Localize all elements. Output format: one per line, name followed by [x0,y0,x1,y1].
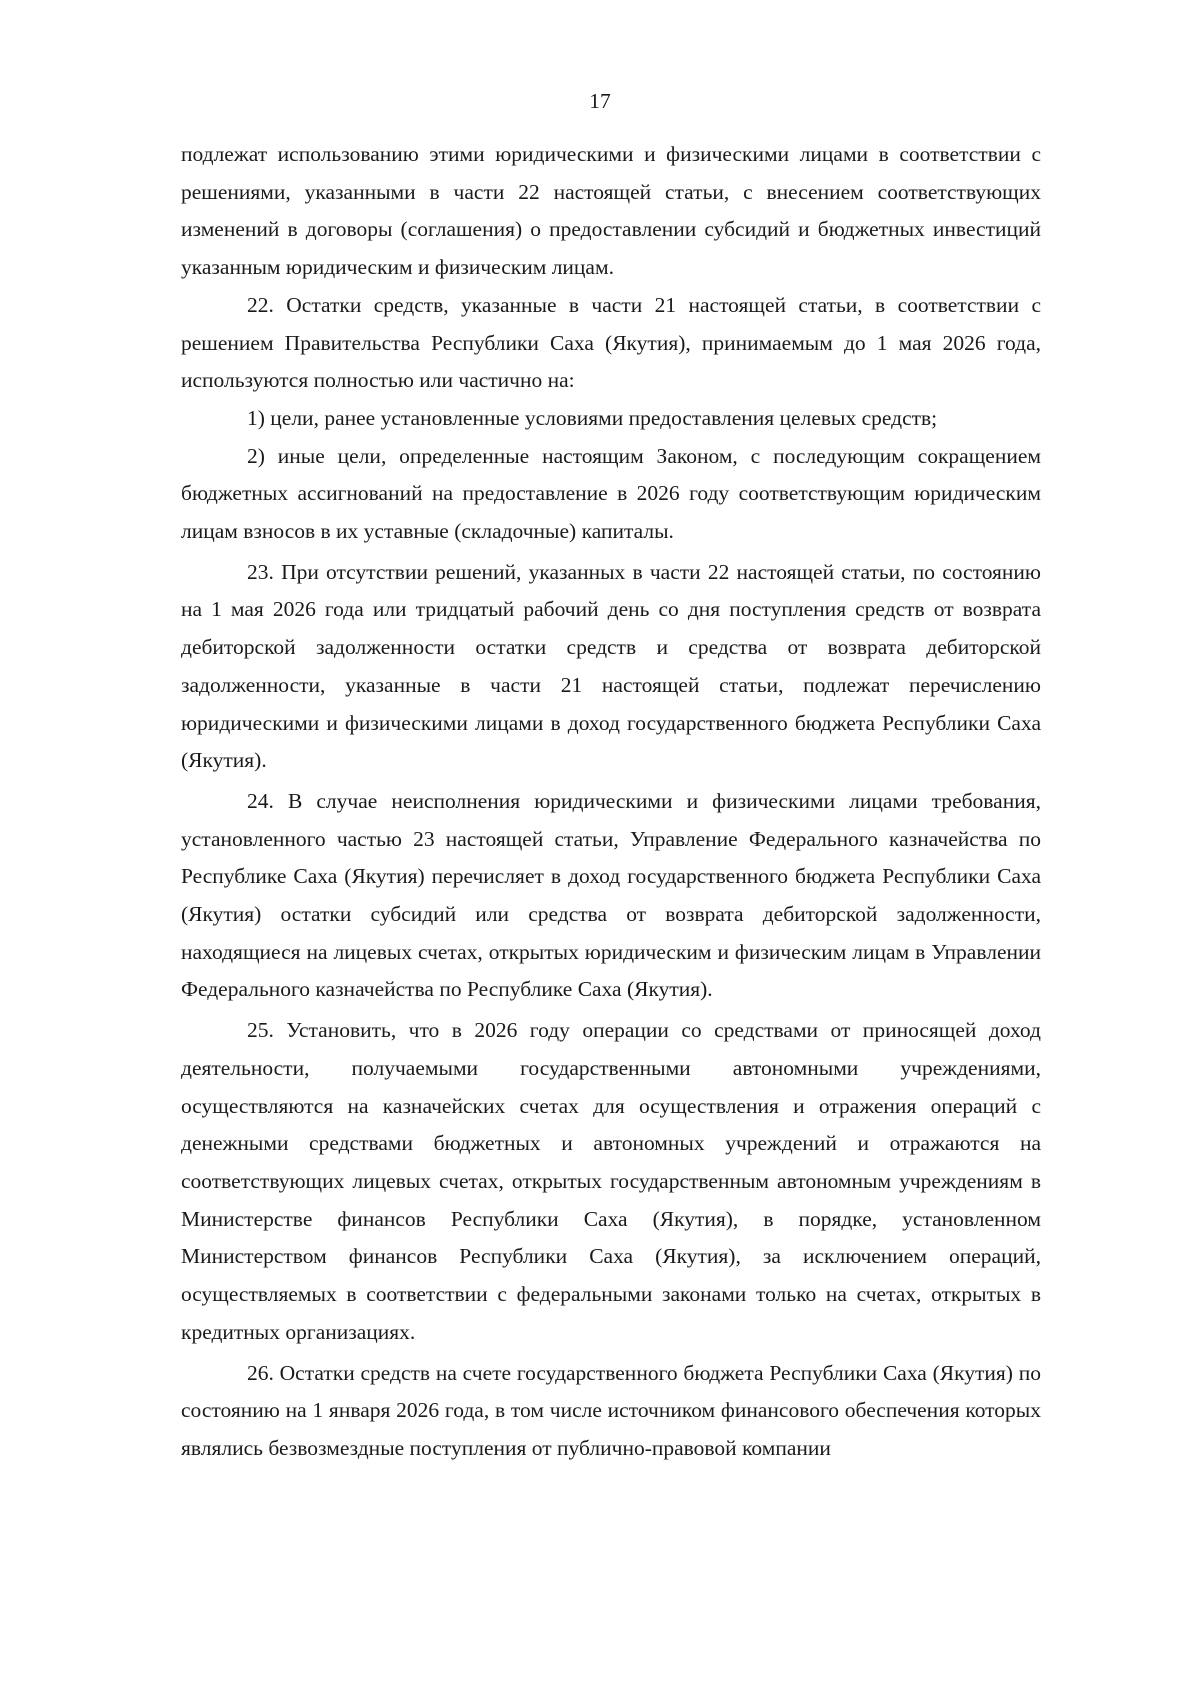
paragraph-25: 25. Установить, что в 2026 году операции со средствами от приносящей доход деятельности, получаемыми государственными автономными учреждениями, осуществляются на казначейских счетах для осуществления и отражения операций с денежными средствами бюджетных и автономных учреждений и отражаются на соответствующих лицевых счетах, открытых государственным автономным учреждениям в Министерстве финансов Республики Саха (Якутия), в порядке, установленном Министерством финансов Республики Саха (Якутия), за исключением операций, осуществляемых в соответствии с федеральными законами только на счетах, открытых в кредитных организациях. [181,1018,1041,1344]
page-number: 17 [589,89,611,113]
paragraph-26: 26. Остатки средств на счете государственного бюджета Республики Саха (Якутия) по состоянию на 1 января 2026 года, в том числе источником финансового обеспечения которых являлись безвозмездные поступления от публично-правовой компании [181,1360,1041,1460]
document-body [181,136,1041,1468]
paragraph-22-item-1: 1) цели, ранее установленные условиями предоставления целевых средств; [247,405,938,430]
paragraph-22: 22. Остатки средств, указанные в части 21 настоящей статьи, в соответствии с решением Правительства Республики Саха (Якутия), принимаемым до 1 мая 2026 года, используются полностью или частично на: [181,292,1041,393]
paragraph-21-continuation: подлежат использованию этими юридическими и физическими лицами в соответствии с решениями, указанными в части 22 настоящей статьи, с внесением соответствующих изменений в договоры (соглашения) о предоставлении субсидий и бюджетных инвестиций указанным юридическим и физическим лицам. [181,142,1041,280]
paragraph-24: 24. В случае неисполнения юридическими и физическими лицами требования, установленного частью 23 настоящей статьи, Управление Федерального казначейства по Республике Саха (Якутия) перечисляет в доход государственного бюджета Республики Саха (Якутия) остатки субсидий или средства от возврата дебиторской задолженности, находящиеся на лицевых счетах, открытых юридическим и физическим лицам в Управлении Федерального казначейства по Республике Саха (Якутия). [181,788,1041,1002]
paragraph-23: 23. При отсутствии решений, указанных в части 22 настоящей статьи, по состоянию на 1 мая 2026 года или тридцатый рабочий день со дня поступления средств от возврата дебиторской задолженности остатки средств и средства от возврата дебиторской задолженности, указанные в части 21 настоящей статьи, подлежат перечислению юридическими и физическими лицами в доход государственного бюджета Республики Саха (Якутия). [181,559,1041,773]
paragraph-22-item-2: 2) иные цели, определенные настоящим Законом, с последующим сокращением бюджетных ассигнований на предоставление в 2026 году соответствующим юридическим лицам взносов в их уставные (складочные) капиталы. [181,443,1041,544]
